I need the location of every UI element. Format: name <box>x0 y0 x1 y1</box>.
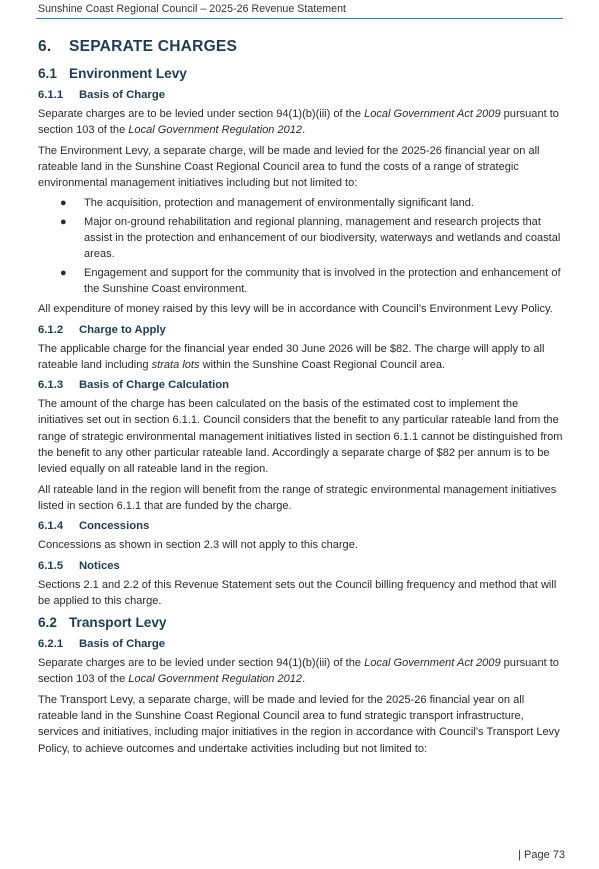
section-title: SEPARATE CHARGES <box>69 38 238 55</box>
section-number: 6.1.4 <box>38 520 64 533</box>
paragraph: All expenditure of money raised by this levy will be in accordance with Council’s Environment Levy Policy. <box>38 303 553 316</box>
text: . <box>302 124 306 137</box>
section-number: 6.1.5 <box>38 559 64 572</box>
section-6-1-1-heading <box>38 87 564 103</box>
bullet-icon: ● <box>60 215 67 228</box>
section-number: 6. <box>38 38 52 55</box>
page-number: | Page 73 <box>518 849 565 861</box>
regulation-citation: Local Government Regulation 2012 <box>128 673 303 686</box>
section-title: Notices <box>79 559 120 572</box>
act-citation: Local Government Act 2009 <box>364 657 501 670</box>
section-6-1-2-heading <box>38 322 564 338</box>
text: Separate charges are to be levied under section 94(1)(b)(iii) of the <box>38 657 365 670</box>
page-content <box>38 37 564 761</box>
section-number: 6.1 <box>38 66 57 81</box>
section-title: Environment Levy <box>69 66 187 81</box>
list-item-text: Engagement and support for the community that is involved in the protection and enhancement of the Sunshine Coast environment. <box>84 266 561 295</box>
section-number: 6.2.1 <box>38 638 64 651</box>
paragraph <box>38 106 564 139</box>
text: within the Sunshine Coast Regional Council area. <box>199 358 446 371</box>
section-6-1-4-heading <box>38 518 564 534</box>
header-divider <box>36 18 563 19</box>
bullet-icon: ● <box>60 266 67 279</box>
section-number: 6.1.2 <box>38 323 64 336</box>
text: Separate charges are to be levied under section 94(1)(b)(iii) of the <box>38 108 365 120</box>
section-6-1-3-heading <box>38 377 564 393</box>
list-item-text: The acquisition, protection and management of environmentally significant land. <box>84 197 474 210</box>
section-6-1-5-heading <box>38 558 564 574</box>
list-item-text: Major on-ground rehabilitation and regional planning, management and research projects that assist in the protection and enhancement of our biodiversity, waterways and wetlands and coastal areas. <box>84 215 561 261</box>
regulation-citation: Local Government Regulation 2012 <box>128 124 303 137</box>
section-title: Basis of Charge <box>79 89 166 101</box>
section-title: Charge to Apply <box>79 323 166 336</box>
bullet-icon: ● <box>60 197 67 210</box>
paragraph: Concessions as shown in section 2.3 will not apply to this charge. <box>38 539 358 552</box>
list-item <box>38 214 564 263</box>
text: . <box>302 673 306 686</box>
section-title: Concessions <box>79 520 150 533</box>
paragraph: The Environment Levy, a separate charge, will be made and levied for the 2025-26 financial year on all rateable land in the Sunshine Coast Regional Council area to fund the costs of a range of strategic environmental management initiatives including but not limited to: <box>38 144 540 190</box>
running-header: Sunshine Coast Regional Council – 2025-26 Revenue Statement <box>38 3 347 15</box>
text: The applicable charge for the financial year ended 30 June 2026 will be $82. The charge will apply to all rateable land including <box>38 342 545 371</box>
list-item <box>38 195 564 211</box>
section-title: Basis of Charge <box>79 638 166 651</box>
act-citation: Local Government Act 2009 <box>364 108 501 120</box>
emphasis: strata lots <box>151 358 200 371</box>
paragraph: The amount of the charge has been calculated on the basis of the estimated cost to implement the initiatives set out in section 6.1.1. Council considers that the benefit to any particular rateable land from the range of strategic environmental management initiatives listed in section 6.1.1 cannot be distinguished from the benefit to any other particular rateable land. Accordingly a separate charge of $82 per annum is to be levied equally on all rateable land in the region. <box>38 398 563 476</box>
section-number: 6.1.3 <box>38 379 64 392</box>
list-item <box>38 265 564 298</box>
paragraph <box>38 341 564 374</box>
section-title: Transport Levy <box>69 615 167 631</box>
bullet-list <box>38 195 564 297</box>
section-number: 6.1.1 <box>38 89 64 101</box>
paragraph: Sections 2.1 and 2.2 of this Revenue Statement sets out the Council billing frequency and method that will be applied to this charge. <box>38 578 557 607</box>
section-6-2-heading <box>38 613 564 632</box>
paragraph: The Transport Levy, a separate charge, will be made and levied for the 2025-26 financial year on all rateable land in the Sunshine Coast Regional Council area to fund strategic transport infrastructure, services and initiatives, including major initiatives in the region in accordance with Council’s Transport Levy Policy, to achieve outcomes and undertake activities including but not limited to: <box>38 693 560 755</box>
section-6-2-1-heading <box>38 636 564 652</box>
section-number: 6.2 <box>38 615 57 631</box>
section-6-1-heading <box>38 64 564 83</box>
section-title: Basis of Charge Calculation <box>79 379 230 392</box>
text: pursuant to section 103 of the <box>38 108 559 137</box>
section-6-heading <box>38 37 564 57</box>
text: pursuant to section 103 of the <box>38 657 559 686</box>
paragraph: All rateable land in the region will benefit from the range of strategic environmental management initiatives listed in section 6.1.1 that are funded by the charge. <box>38 483 557 512</box>
paragraph <box>38 655 564 688</box>
